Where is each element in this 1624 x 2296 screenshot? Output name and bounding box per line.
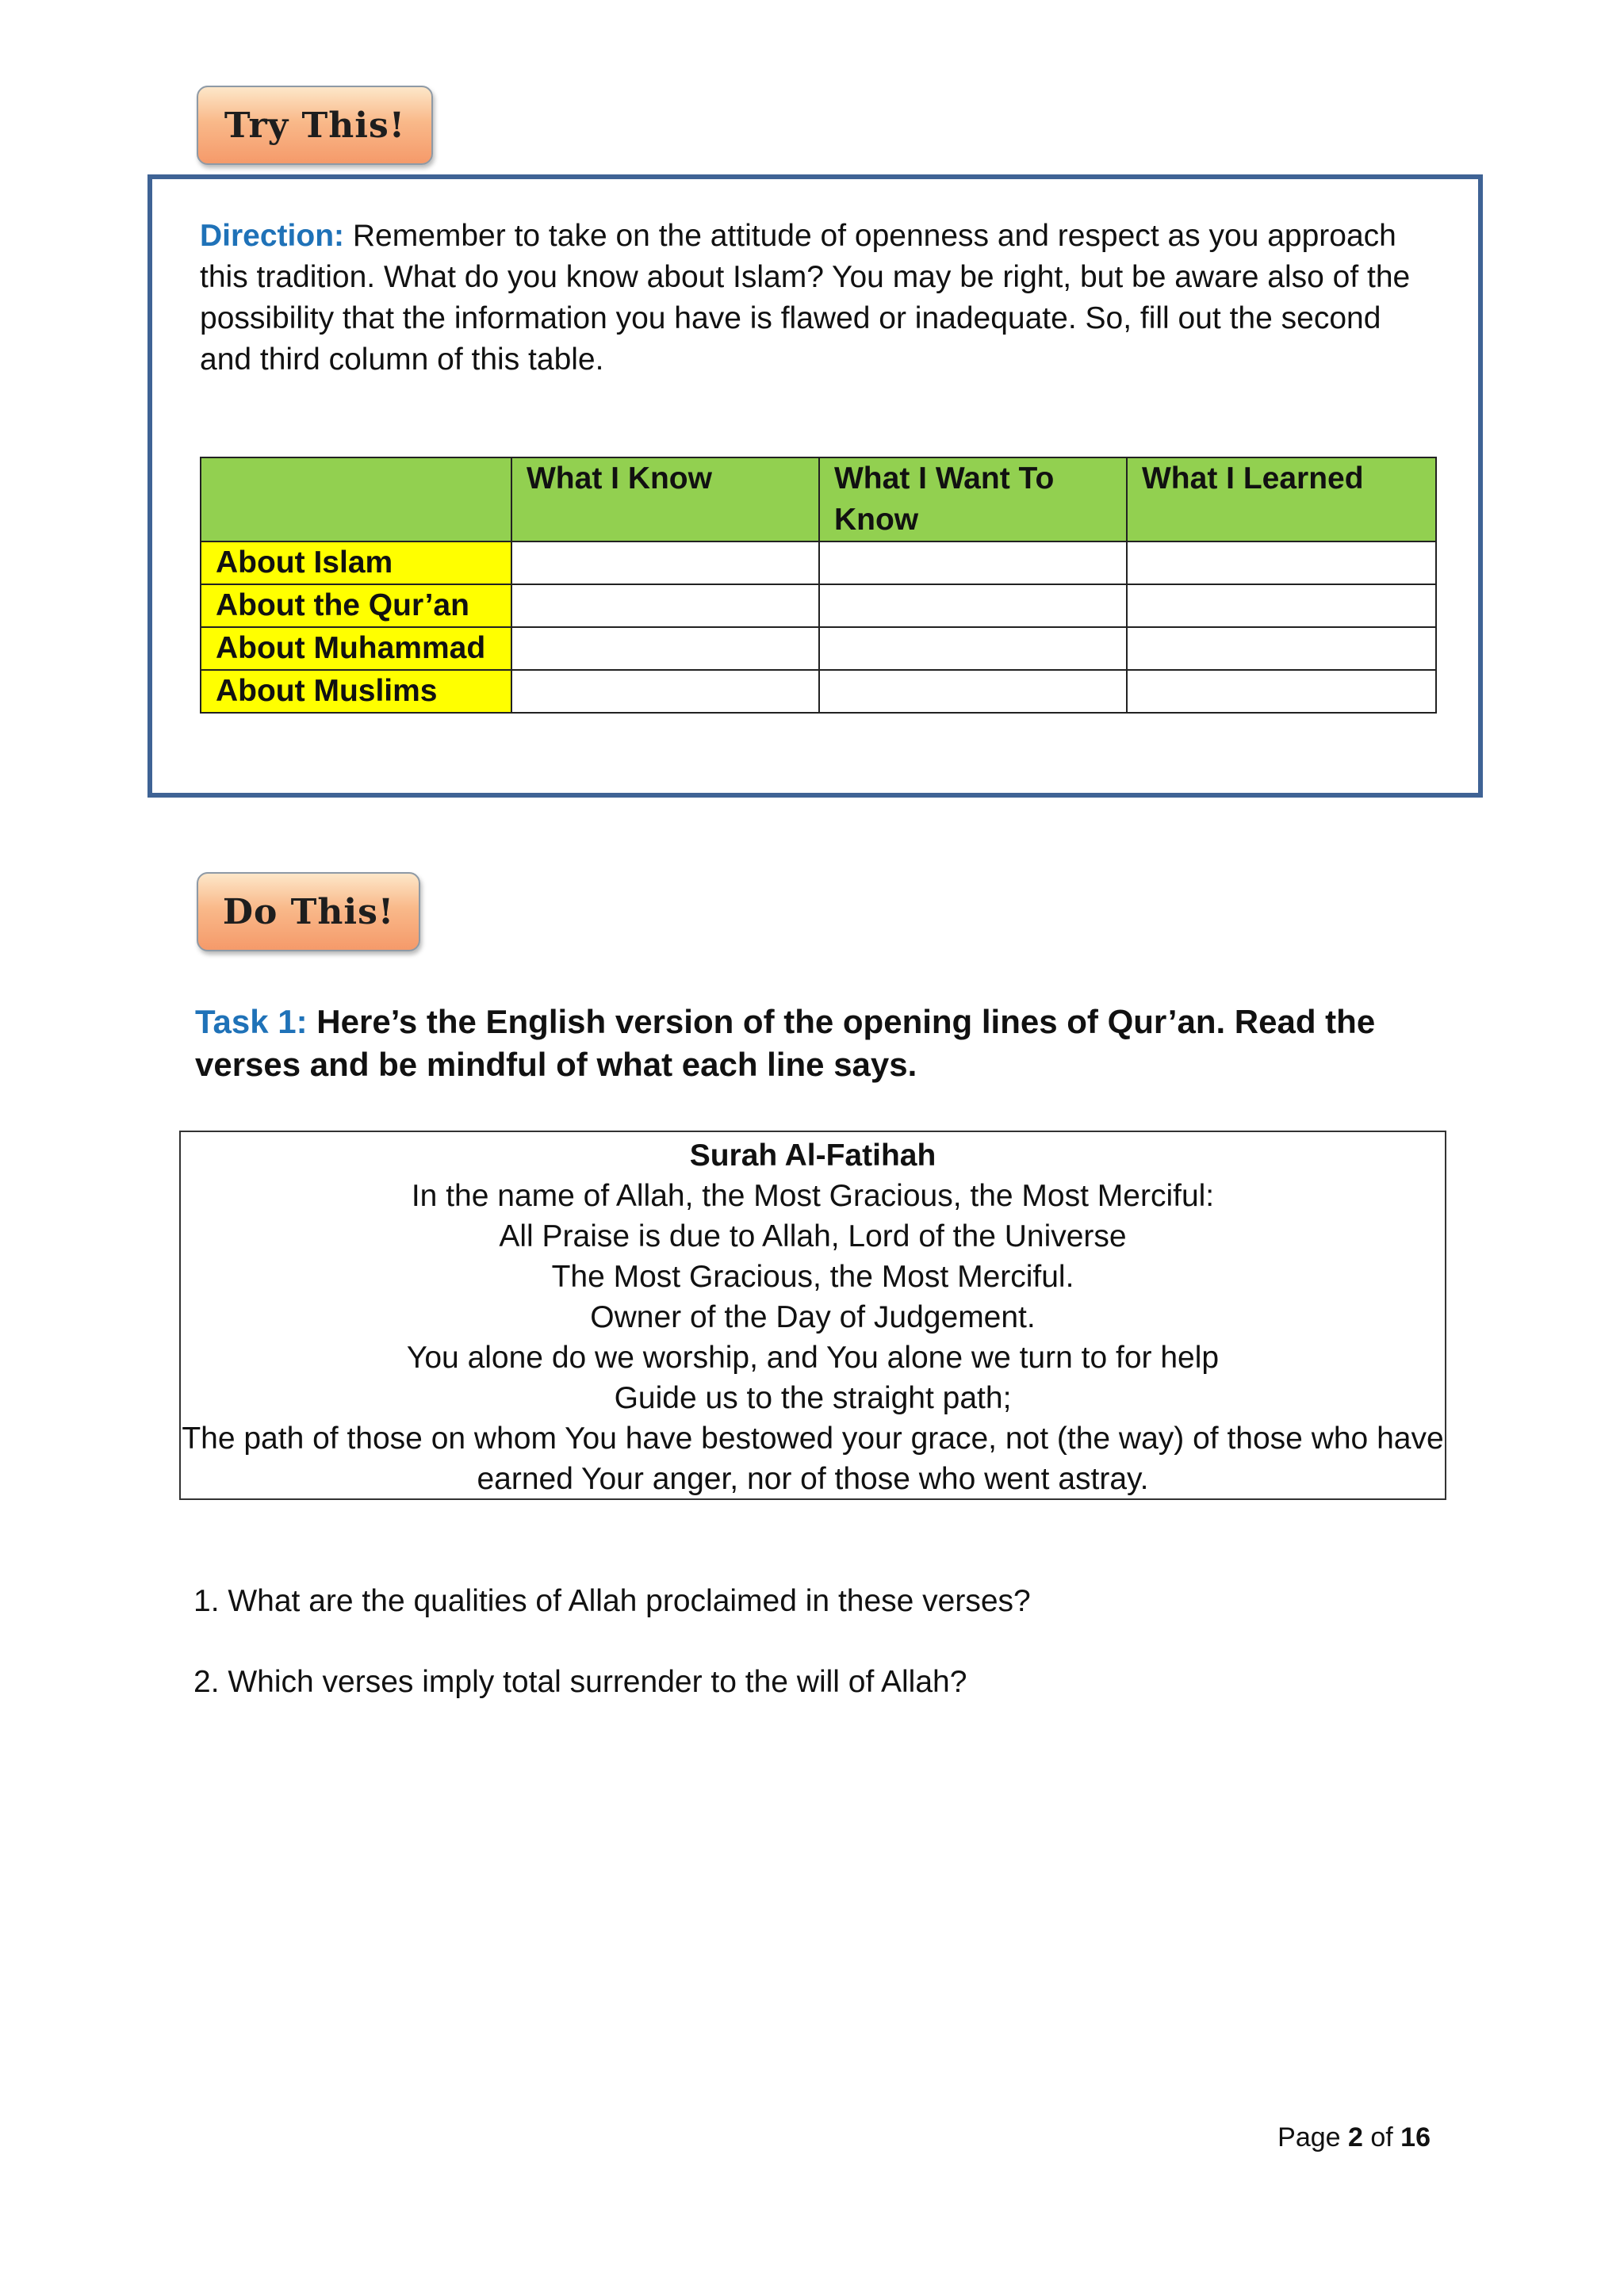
verse-line: All Praise is due to Allah, Lord of the Universe [499,1219,1127,1253]
page-total: 16 [1400,2122,1431,2152]
surah-box [179,1131,1446,1500]
question-2: 2. Which verses imply total surrender to the will of Allah? [193,1665,967,1699]
answer-cell[interactable] [511,670,819,713]
page-of: of [1362,2122,1401,2152]
table-row [201,584,1436,627]
try-this-box [147,174,1483,798]
kwl-table [200,457,1437,714]
row-label-muslims: About Muslims [201,670,511,713]
page-prefix: Page [1277,2122,1348,2152]
table-row [201,670,1436,713]
verse-line: In the name of Allah, the Most Gracious, the Most Merciful: [411,1179,1215,1213]
verse-line: You alone do we worship, and You alone we turn to for help [406,1341,1220,1375]
header-cell-what-i-want-to-know: What I Want To Know [819,457,1127,541]
direction-paragraph [200,216,1437,381]
verse-line: Guide us to the straight path; [614,1381,1012,1415]
task-label: Task 1: [195,1003,308,1040]
surah-title: Surah Al-Fatihah [689,1138,936,1173]
answer-cell[interactable] [1127,584,1436,627]
direction-label: Direction: [200,219,345,253]
answer-cell[interactable] [819,584,1127,627]
task-heading [195,1001,1432,1086]
answer-cell[interactable] [511,541,819,584]
header-cell-what-i-know: What I Know [511,457,819,541]
verse-line: The path of those on whom You have bestowed your grace, not (the way) of those who have earned Your anger, nor of those who went astray. [182,1422,1444,1496]
table-row [201,541,1436,584]
row-label-islam: About Islam [201,541,511,584]
answer-cell[interactable] [1127,627,1436,670]
row-label-quran: About the Qur’an [201,584,511,627]
answer-cell[interactable] [511,627,819,670]
answer-cell[interactable] [1127,670,1436,713]
row-label-muhammad: About Muhammad [201,627,511,670]
header-cell-what-i-learned: What I Learned [1127,457,1436,541]
page-current: 2 [1348,2122,1363,2152]
verse-line: Owner of the Day of Judgement. [590,1300,1036,1334]
table-row [201,627,1436,670]
header-cell-blank [201,457,511,541]
answer-cell[interactable] [511,584,819,627]
answer-cell[interactable] [1127,541,1436,584]
answer-cell[interactable] [819,627,1127,670]
answer-cell[interactable] [819,541,1127,584]
direction-text: Remember to take on the attitude of openness and respect as you approach this tradition. What do you know about Islam? You may be right, but be aware also of the possibility that the information you have is flawed or inadequate. So, fill out the second and third column of this table. [200,219,1411,377]
task-text: Here’s the English version of the opening lines of Qur’an. Read the verses and be mindful of what each line says. [195,1003,1376,1083]
page-number [1277,2120,1431,2155]
answer-cell[interactable] [819,670,1127,713]
table-header-row [201,457,1436,541]
try-this-badge: Try This! [197,86,433,165]
do-this-badge: Do This! [197,872,420,951]
question-1: 1. What are the qualities of Allah proclaimed in these verses? [193,1584,1031,1618]
verse-line: The Most Gracious, the Most Merciful. [551,1260,1074,1294]
